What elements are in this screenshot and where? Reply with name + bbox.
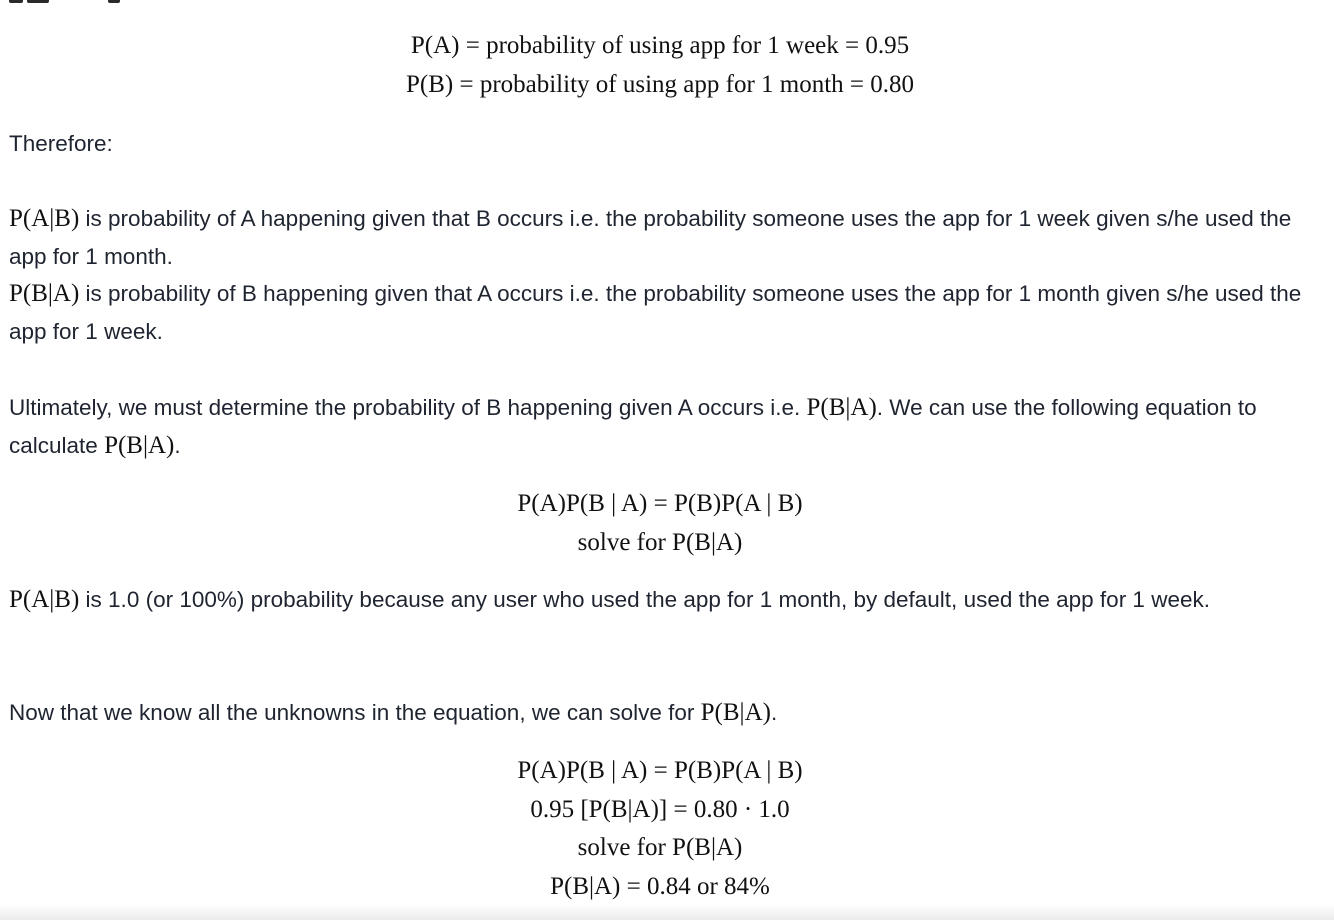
cropped-text-fragment — [0, 0, 130, 4]
therefore-label: Therefore: — [9, 131, 113, 156]
math-p-b-given-a: P(B|A) — [9, 280, 80, 307]
bayes-equation: P(A)P(B | A) = P(B)P(A | B) — [517, 757, 803, 784]
solution-equation-block — [0, 752, 1320, 906]
solve-for-instruction: solve for P(B|A) — [577, 834, 743, 861]
math-p-a-given-b: P(A|B) — [9, 586, 80, 613]
conditional-b-given-a-text: is probability of B happening given that A occurs i.e. the probability someone uses the app for 1 month given s/he used the app for 1 week. — [9, 281, 1302, 344]
conditional-a-given-b — [9, 200, 1319, 275]
goal-paragraph — [9, 389, 1319, 464]
bayes-equation: P(A)P(B | A) = P(B)P(A | B) — [517, 490, 803, 517]
math-p-b-given-a: P(B|A) — [806, 394, 877, 421]
definition-p-a: P(A) = probability of using app for 1 week = 0.95 — [410, 32, 910, 59]
substituted-equation: 0.95 [P(B|A)] = 0.80 · 1.0 — [530, 795, 790, 823]
probability-definitions — [0, 27, 1320, 104]
math-p-b-given-a: P(B|A) — [700, 699, 771, 726]
math-p-a-given-b: P(A|B) — [9, 205, 80, 232]
conditional-definitions-paragraph — [9, 200, 1319, 350]
final-result: P(B|A) = 0.84 or 84% — [550, 872, 770, 900]
p-a-given-b-text: is 1.0 (or 100%) probability because any user who used the app for 1 month, by default, used the app for 1 week. — [79, 587, 1210, 612]
therefore-paragraph — [9, 125, 1319, 163]
math-p-b-given-a: P(B|A) — [104, 431, 175, 459]
definition-p-b: P(B) = probability of using app for 1 month = 0.80 — [405, 70, 915, 98]
goal-text-2: . We can use the following equation to calculate — [9, 395, 1257, 458]
goal-text-1: Ultimately, we must determine the probability of B happening given A occurs i.e. — [9, 395, 807, 420]
conditional-b-given-a — [9, 275, 1319, 350]
bayes-equation-block — [0, 485, 1320, 562]
goal-text-3: . — [174, 432, 181, 458]
solve-text: Now that we know all the unknowns in the equation, we can solve for — [9, 700, 701, 725]
solve-for-instruction: solve for P(B|A) — [577, 528, 743, 556]
p-a-given-b-paragraph — [9, 581, 1319, 619]
solve-paragraph — [9, 694, 1319, 732]
solve-text-end: . — [770, 700, 778, 725]
conditional-a-given-b-text: is probability of A happening given that B occurs i.e. the probability someone uses the app for 1 week given s/he used the app for 1 month. — [9, 206, 1292, 269]
bottom-edge-shadow — [0, 904, 1334, 920]
